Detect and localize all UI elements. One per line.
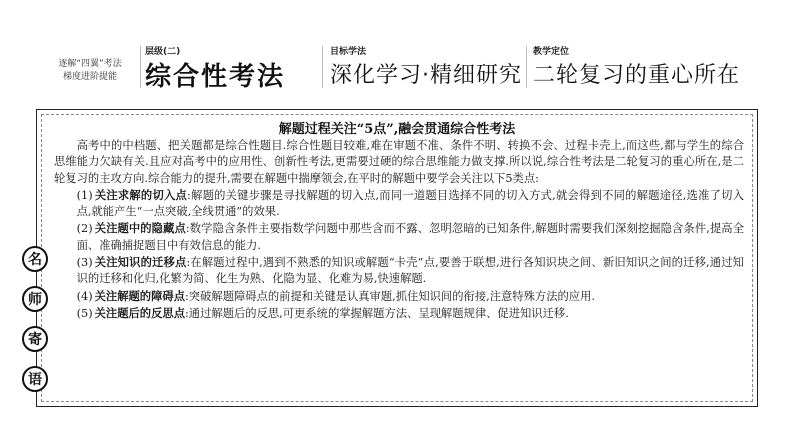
item-number: (1): [76, 188, 93, 202]
header-divider: [140, 46, 141, 88]
seal-ji: 寄: [22, 326, 48, 352]
item-number: (2): [76, 222, 93, 236]
item-text: :解题的关键步骤是寻找解题的切入点,而同一道题目选择不同的切入方式,就会得到不同的解题途径,选准了切入点,就能产生“一点突破,全线贯通”的效果.: [76, 188, 744, 219]
item-text: :数学隐含条件主要指数学问题中那些含而不露、忽明忽暗的已知条件,解题时需要我们深刻挖掘隐含条件,提高全面、准确捕捉题目中有效信息的能力.: [76, 222, 744, 252]
seal-yu: 语: [22, 366, 48, 392]
header-subtitle-line-2: 梯度进阶提能: [62, 72, 117, 82]
header-band: [0, 0, 794, 98]
list-item: [54, 305, 744, 322]
list-item: [54, 254, 744, 288]
item-keyword: 关注题中的隐藏点: [94, 221, 186, 236]
item-text: :通过解题后的反思,可更系统的掌握解题方法、呈现解题规律、促进知识迁移.: [185, 306, 569, 320]
item-number: (5): [76, 306, 93, 320]
list-item: [54, 288, 744, 305]
position-text: 二轮复习的重心所在: [533, 63, 741, 88]
seal-shi: 师: [22, 286, 48, 312]
item-keyword: 关注题后的反思点: [94, 305, 185, 320]
item-text: :在解题过程中,遇到不熟悉的知识或解题“卡壳”点,要善于联想,进行各知识块之间、新旧知识之间的迁移,通过知识的迁移和化归,化繁为简、化生为熟、化隐为显、化难为易,快速解题.: [76, 256, 744, 286]
level-title: 综合性考法: [145, 62, 286, 92]
seal-ming: 名: [22, 246, 48, 272]
box-content: [54, 138, 744, 322]
list-item: [54, 187, 744, 221]
item-number: (3): [76, 256, 93, 270]
list-item: [54, 220, 744, 254]
goal-label: 目标学法: [330, 47, 367, 57]
header-divider: [526, 46, 527, 88]
header-divider: [322, 46, 323, 88]
header-subtitle-line-1: 逐解“四翼”考法: [58, 59, 122, 69]
intro-paragraph: 高考中的中档题、把关题都是综合性题目.综合性题目较难,难在审题不准、条件不明、转换不会、过程卡壳上,而这些,都与学生的综合思维能力欠缺有关.且应对高考中的应用性、创新性考法,更需要过硬的综合思维能力做支撑.所以说,综合性考法是二轮复习的重心所在,是二轮复习的主攻方向.综合能力的提升,需要在解题中揣摩领会,在平时的解题中要学会关注以下5类点:: [54, 139, 744, 185]
level-label: 层级(二): [145, 47, 181, 57]
header-subtitle: [44, 58, 136, 84]
item-number: (4): [76, 289, 93, 303]
item-text: :突破解题障碍点的前提和关键是认真审题,抓住知识间的衔接,注意特殊方法的应用.: [185, 289, 595, 303]
item-keyword: 关注解题的障碍点: [94, 288, 185, 303]
item-keyword: 关注知识的迁移点: [94, 255, 187, 270]
position-label: 教学定位: [533, 47, 570, 57]
item-keyword: 关注求解的切入点: [94, 187, 188, 202]
goal-text: 深化学习·精细研究: [330, 63, 522, 88]
box-title: 解题过程关注“5点”,融会贯通综合性考法: [278, 122, 516, 137]
